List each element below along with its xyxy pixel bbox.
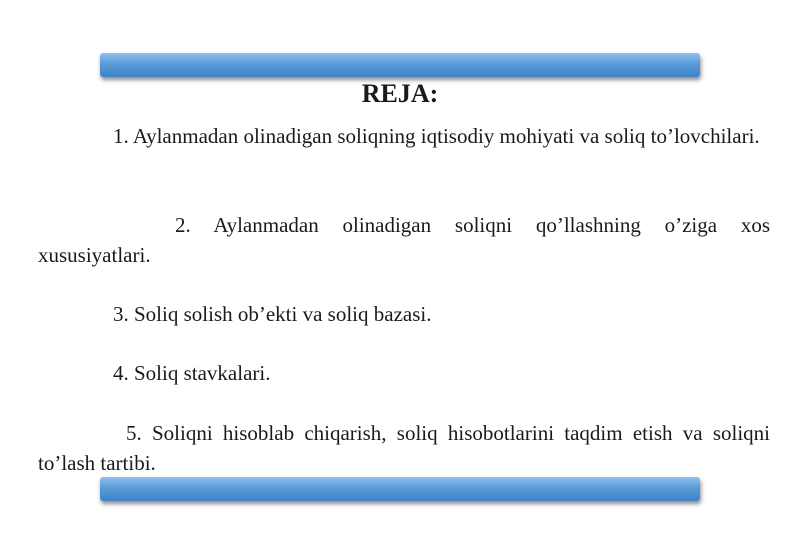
plan-item-3: 3. Soliq solish ob’ekti va soliq bazasi.: [113, 302, 432, 326]
top-blue-bar: [100, 53, 700, 77]
bottom-blue-bar: [100, 477, 700, 501]
page-title: REJA:: [361, 79, 439, 108]
plan-item-2: 2. Aylanmadan olinadigan soliqni qo’llashning o’ziga xos xususiyatlari.: [38, 213, 770, 267]
plan-item-1: 1. Aylanmadan olinadigan soliqning iqtisodiy mohiyati va soliq to’lovchilari.: [113, 124, 760, 148]
plan-item-4: 4. Soliq stavkalari.: [113, 361, 271, 385]
plan-item-5: 5. Soliqni hisoblab chiqarish, soliq hisobotlarini taqdim etish va soliqni to’lash tartibi.: [38, 421, 770, 475]
